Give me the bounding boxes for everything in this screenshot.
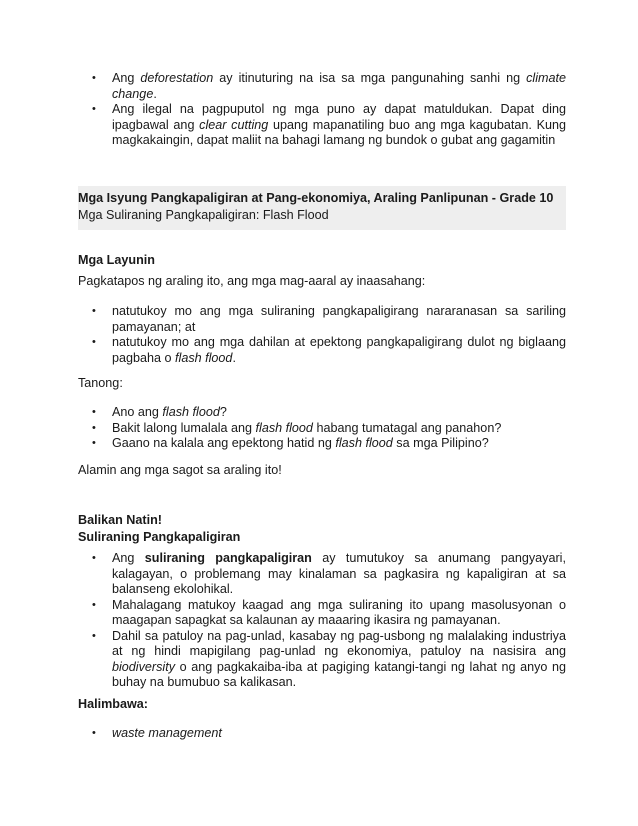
balikan-subheading: Suliraning Pangkapaligiran <box>78 530 241 544</box>
top-bullet-list <box>78 71 566 149</box>
list-item: • Ang suliraning pangkapaligiran ay tumutukoy sa anumang pangyayari, kalagayan, o problemang may kinalaman sa pagkasira ng kapaligiran at sa balanseng ekolohikal. <box>78 551 566 598</box>
layunin-intro: Pagkatapos ng araling ito, ang mga mag-aaral ay inaasahang: <box>78 274 426 288</box>
lesson-header <box>78 186 566 224</box>
balikan-list <box>78 551 566 691</box>
tanong-heading: Tanong: <box>78 376 123 390</box>
list-item: • waste management <box>78 726 566 742</box>
layunin-list <box>78 304 566 366</box>
tanong-closing: Alamin ang mga sagot sa araling ito! <box>78 463 282 477</box>
list-item: • natutukoy mo ang mga dahilan at epektong pangkapaligirang dulot ng biglaang pagbaha o flash flood. <box>78 335 566 366</box>
halimbawa-heading: Halimbawa: <box>78 697 148 711</box>
halimbawa-list <box>78 726 566 742</box>
lesson-subtitle: Mga Suliraning Pangkapaligiran: Flash Flood <box>78 208 329 222</box>
lesson-title: Mga Isyung Pangkapaligiran at Pang-ekonomiya, Araling Panlipunan - Grade 10 <box>78 191 554 205</box>
list-item: • Mahalagang matukoy kaagad ang mga suliraning ito upang masolusyonan o maagapan sapagkat sa kalaunan ay maaaring ikasira ng pamayanan. <box>78 598 566 629</box>
balikan-heading: Balikan Natin! <box>78 513 162 527</box>
list-item: • Bakit lalong lumalala ang flash flood habang tumatagal ang panahon? <box>78 421 566 437</box>
list-item: • Gaano na kalala ang epektong hatid ng flash flood sa mga Pilipino? <box>78 436 566 452</box>
list-item: • Dahil sa patuloy na pag-unlad, kasabay ng pag-usbong ng malalaking industriya at ng hindi mapigilang pag-unlad ng ekonomiya, patuloy na nasisira ang biodiversity o ang pagkakaiba-iba at pagiging katangi-tangi ng lahat ng anyo ng buhay na bumubuo sa kalikasan. <box>78 629 566 691</box>
list-item: • natutukoy mo ang mga suliraning pangkapaligirang nararanasan sa sariling pamayanan; at <box>78 304 566 335</box>
tanong-list <box>78 405 566 452</box>
list-item: • Ang deforestation ay itinuturing na isa sa mga pangunahing sanhi ng climate change. <box>78 71 566 102</box>
layunin-heading: Mga Layunin <box>78 253 155 267</box>
list-item: • Ano ang flash flood? <box>78 405 566 421</box>
list-item: • Ang ilegal na pagpuputol ng mga puno ay dapat matuldukan. Dapat ding ipagbawal ang clear cutting upang mapanatiling buo ang mga kagubatan. Kung magkakaingin, dapat maliit na bahagi lamang ng bundok o gubat ang gagamitin <box>78 102 566 149</box>
